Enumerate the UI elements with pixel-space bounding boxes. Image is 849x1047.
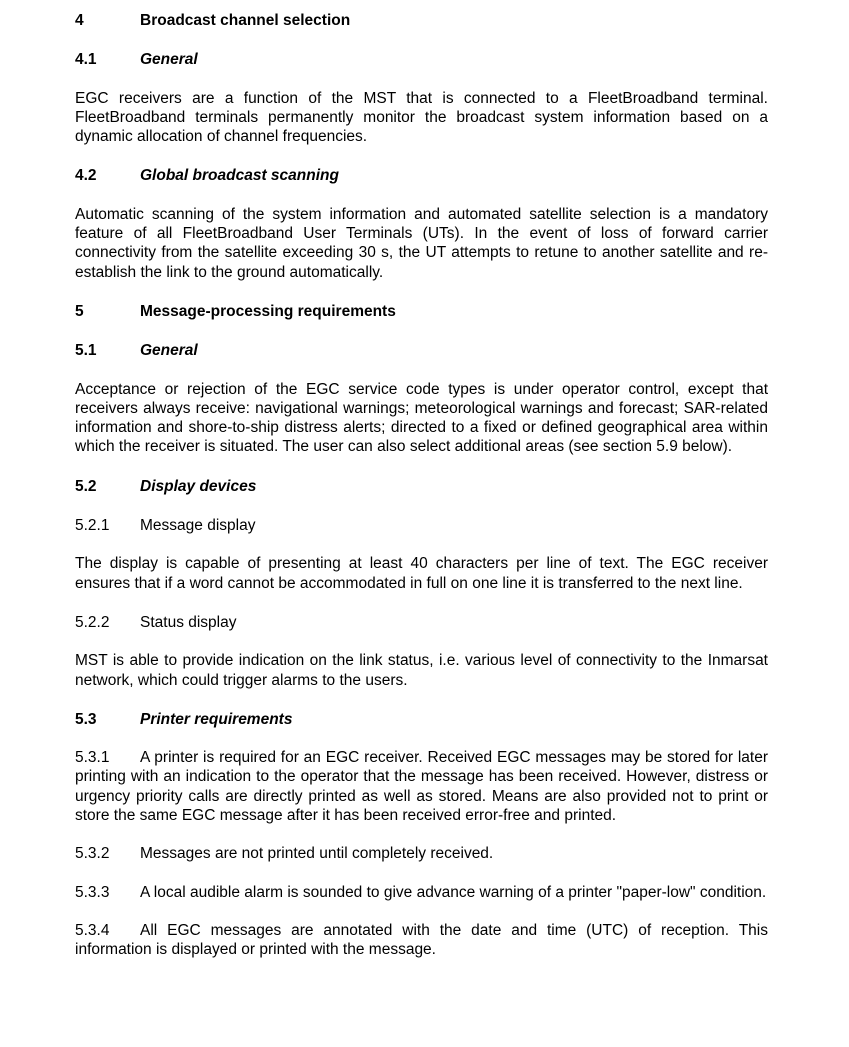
heading-section-5-2 bbox=[75, 477, 768, 496]
paragraph-5-3-2 bbox=[75, 844, 768, 863]
heading-section-5 bbox=[75, 302, 768, 321]
heading-title: Global broadcast scanning bbox=[140, 167, 339, 185]
heading-title: General bbox=[140, 342, 198, 360]
subheading-5-2-1 bbox=[75, 516, 768, 535]
heading-section-4-2 bbox=[75, 166, 768, 185]
paragraph-4-2: Automatic scanning of the system information and automated satellite selection is a mandatory feature of all FleetBroadband User Terminals (UTs). In the event of loss of forward carrier connectivity from the satellite exceeding 30 s, the UT attempts to retune to another satellite and re-establish the link to the ground automatically. bbox=[75, 205, 768, 281]
item-text: A printer is required for an EGC receiver. Received EGC messages may be stored for later printing with an indication to the operator that the message has been received. However, distress or urgency priority calls are directly printed as well as stored. Means are also provided not to print or store the same EGC message after it has been received error-free and printed. bbox=[75, 749, 768, 825]
heading-number: 4.1 bbox=[75, 51, 97, 69]
item-text: Messages are not printed until completely received. bbox=[140, 845, 494, 863]
heading-title: Printer requirements bbox=[140, 710, 293, 728]
item-text: A local audible alarm is sounded to give advance warning of a printer "paper-low" condition. bbox=[140, 883, 767, 901]
item-number: 5.3.1 bbox=[75, 749, 110, 767]
paragraph-5-3-4 bbox=[75, 921, 768, 960]
heading-title: Display devices bbox=[140, 477, 257, 495]
paragraph-5-3-1 bbox=[75, 748, 768, 825]
heading-number: 4 bbox=[75, 12, 84, 29]
heading-number: 5.3 bbox=[75, 710, 97, 728]
heading-title: General bbox=[140, 51, 198, 69]
item-number: 5.3.3 bbox=[75, 883, 110, 901]
subheading-number: 5.2.2 bbox=[75, 613, 110, 631]
paragraph-5-1: Acceptance or rejection of the EGC service code types is under operator control, except that receivers always receive: navigational warnings; meteorological warnings and forecast; SAR-related information and shore-to-ship distress alerts; directed to a fixed or defined geographical area within which the receiver is situated. The user can also select additional areas (see section 5.9 below). bbox=[75, 380, 768, 456]
item-text: All EGC messages are annotated with the date and time (UTC) of reception. This information is displayed or printed with the message. bbox=[75, 921, 768, 959]
heading-number: 5.1 bbox=[75, 342, 97, 360]
heading-number: 5 bbox=[75, 302, 84, 320]
paragraph-5-2-1: The display is capable of presenting at least 40 characters per line of text. The EGC receiver ensures that if a word cannot be accommodated in full on one line it is transferred to the next line. bbox=[75, 555, 768, 592]
item-number: 5.3.4 bbox=[75, 921, 110, 939]
heading-number: 5.2 bbox=[75, 477, 97, 495]
heading-section-4 bbox=[75, 11, 768, 30]
heading-section-5-1 bbox=[75, 341, 768, 360]
subheading-title: Message display bbox=[140, 517, 256, 535]
heading-title: Message-processing requirements bbox=[140, 302, 396, 320]
heading-section-4-1 bbox=[75, 50, 768, 69]
item-number: 5.3.2 bbox=[75, 845, 110, 863]
heading-number: 4.2 bbox=[75, 167, 97, 185]
subheading-title: Status display bbox=[140, 613, 237, 631]
heading-section-5-3 bbox=[75, 710, 768, 729]
subheading-5-2-2 bbox=[75, 613, 768, 632]
subheading-number: 5.2.1 bbox=[75, 517, 110, 535]
paragraph-5-3-3 bbox=[75, 883, 768, 902]
paragraph-5-2-2: MST is able to provide indication on the link status, i.e. various level of connectivity to the Inmarsat network, which could trigger alarms to the users. bbox=[75, 652, 768, 689]
heading-title: Broadcast channel selection bbox=[140, 12, 351, 29]
document-page bbox=[75, 0, 768, 960]
paragraph-4-1: EGC receivers are a function of the MST that is connected to a FleetBroadband terminal. FleetBroadband terminals permanently monitor the broadcast system information based on a dynamic allocation of channel frequencies. bbox=[75, 89, 768, 146]
